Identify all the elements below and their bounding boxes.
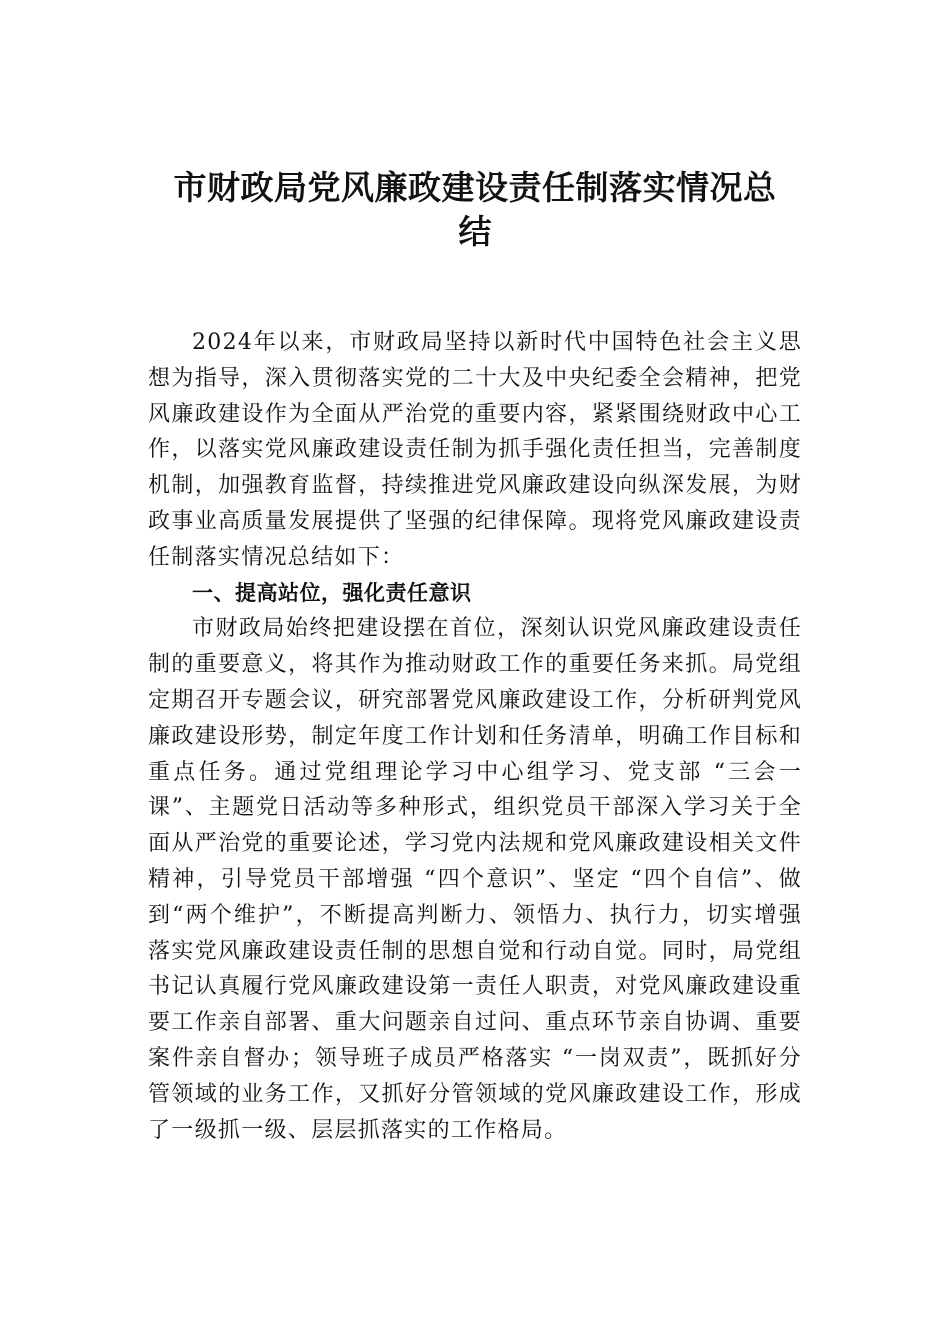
intro-paragraph: 2024年以来，市财政局坚持以新时代中国特色社会主义思想为指导，深入贯彻落实党的二十大及中央纪委全会精神，把党风廉政建设作为全面从严治党的重要内容，紧紧围绕财政中心工作，以落实党风廉政建设责任制为抓手强化责任担当，完善制度机制，加强教育监督，持续推进党风廉政建设向纵深发展，为财政事业高质量发展提供了坚强的纪律保障。现将党风廉政建设责任制落实情况总结如下： bbox=[148, 330, 802, 570]
document-title-line-1: 市财政局党风廉政建设责任制落实情况总 bbox=[173, 168, 777, 207]
document-body bbox=[148, 325, 802, 1148]
section-1-paragraph: 市财政局始终把建设摆在首位，深刻认识党风廉政建设责任制的重要意义，将其作为推动财政工作的重要任务来抓。局党组定期召开专题会议，研究部署党风廉政建设工作，分析研判党风廉政建设形势，制定年度工作计划和任务清单，明确工作目标和重点任务。通过党组理论学习中心组学习、党支部 “三会一课”、主题党日活动等多种形式，组织党员干部深入学习关于全面从严治党的重要论述，学习党内法规和党风廉政建设相关文件精神，引导党员干部增强 “四个意识”、坚定 “四个自信”、做到“两个维护”，不断提高判断力、领悟力、执行力，切实增强落实党风廉政建设责任制的思想自觉和行动自觉。同时，局党组书记认真履行党风廉政建设第一责任人职责，对党风廉政建设重要工作亲自部署、重大问题亲自过问、重点环节亲自协调、重要案件亲自督办；领导班子成员严格落实 “一岗双责”，既抓好分管领域的业务工作，又抓好分管领域的党风廉政建设工作，形成了一级抓一级、层层抓落实的工作格局。 bbox=[148, 616, 802, 1143]
document-title-line-2: 结 bbox=[458, 212, 492, 251]
section-1-heading: 一、提高站位，强化责任意识 bbox=[192, 580, 472, 605]
